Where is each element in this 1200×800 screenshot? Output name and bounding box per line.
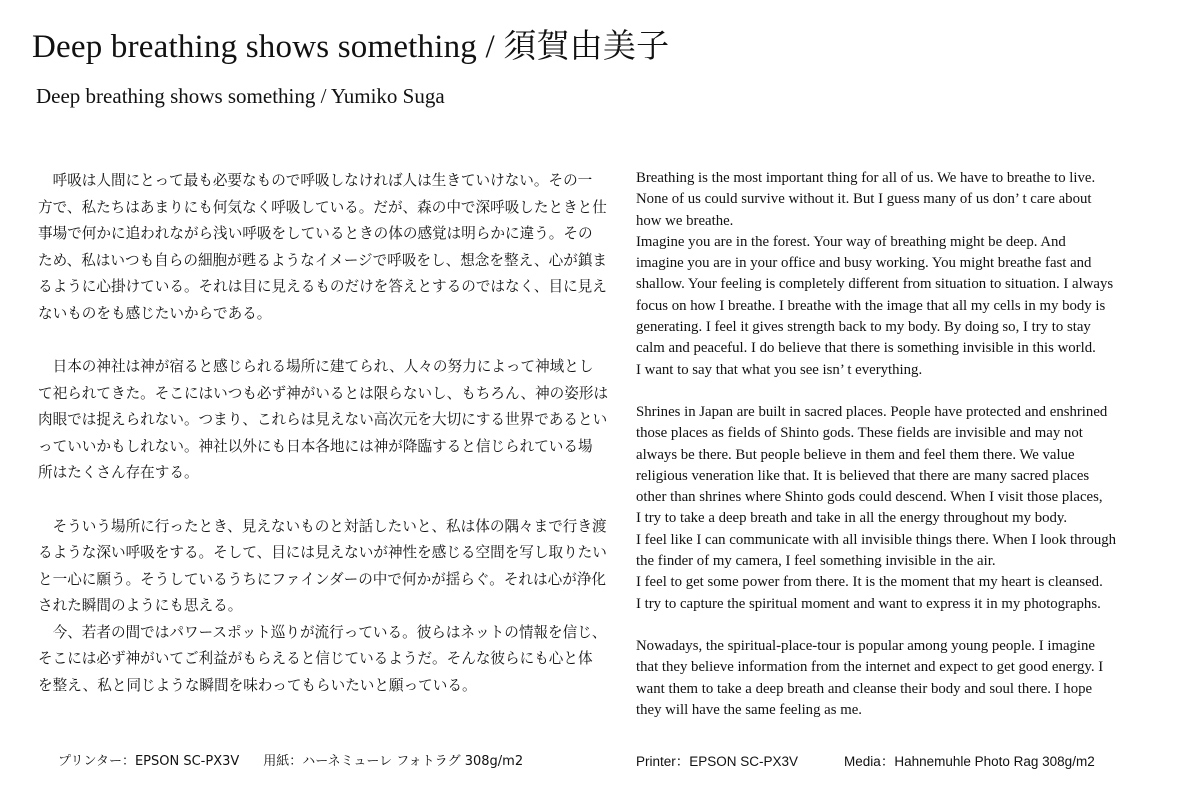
en-line: imagine you are in your office and busy working. You might breathe fast and — [636, 255, 1092, 272]
en-line: focus on how I breathe. I breathe with the image that all my cells in my body is — [636, 297, 1106, 314]
jp-line: ため、私はいつも自らの細胞が甦るようなイメージで呼吸をし、想念を整え、心が鎮ま — [38, 251, 608, 269]
paragraph-gap — [636, 381, 1176, 402]
jp-paragraph-2 — [38, 354, 609, 487]
jp-line: 方で、私たちはあまりにも何気なく呼吸している。だが、森の中で深呼吸したときと仕 — [38, 198, 607, 216]
jp-line: て祀られてきた。そこにはいつも必ず神がいるとは限らないし、もちろん、神の姿形は — [38, 384, 609, 402]
jp-paper-label: 用紙：ハーネミューレ フォトラグ 308g/m2 — [263, 754, 524, 769]
en-line: Nowadays, the spiritual-place-tour is popular among young people. I imagine — [636, 637, 1095, 654]
footer-japanese — [58, 750, 523, 769]
en-line: Shrines in Japan are built in sacred places. People have protected and enshrined — [636, 403, 1108, 420]
jp-line: された瞬間のようにも思える。 — [38, 597, 243, 614]
paragraph-gap — [636, 615, 1176, 636]
jp-line: そこには必ず神がいてご利益がもらえると信じているようだ。そんな彼らにも心と体 — [38, 650, 593, 667]
jp-line: ないものをも感じたいからである。 — [38, 304, 272, 322]
en-line: I want to say that what you see isn’ t everything. — [636, 361, 923, 378]
jp-printer-label: プリンター：EPSON SC-PX3V — [58, 754, 240, 769]
en-paragraph-1 — [636, 168, 1176, 381]
en-line: I feel to get some power from there. It is the moment that my heart is cleansed. — [636, 574, 1103, 591]
en-line: I try to take a deep breath and take in all the energy throughout my body. — [636, 510, 1068, 527]
en-line: religious veneration like that. It is believed that there are many sacred places — [636, 467, 1090, 484]
jp-line: 呼吸は人間にとって最も必要なもので呼吸しなければ人は生きていけない。その一 — [38, 172, 593, 189]
page-subtitle: Deep breathing shows something / Yumiko Suga — [36, 84, 445, 108]
jp-paragraph-4 — [38, 620, 607, 700]
jp-line: 今、若者の間ではパワースポット巡りが流行っている。彼らはネットの情報を信じ、 — [38, 623, 607, 641]
en-line: shallow. Your feeling is completely different from situation to situation. I always — [636, 276, 1114, 293]
en-line: generating. I feel it gives strength back to my body. By doing so, I try to stay — [636, 319, 1091, 336]
en-line: Breathing is the most important thing for all of us. We have to breathe to live. — [636, 170, 1096, 186]
en-line: I try to capture the spiritual moment and want to express it in my photographs. — [636, 595, 1101, 612]
page-title: Deep breathing shows something / 須賀由美子 — [32, 29, 670, 65]
jp-line: るように心掛けている。それは目に見えるものだけを答えとするのではなく、目に見え — [38, 278, 607, 295]
en-line: other than shrines where Shinto gods could descend. When I visit those places, — [636, 489, 1103, 506]
en-line: Imagine you are in the forest. Your way of breathing might be deep. And — [636, 233, 1066, 250]
en-line: calm and peaceful. I do believe that there is something invisible in this world. — [636, 340, 1096, 357]
en-line: those places as fields of Shinto gods. These fields are invisible and may not — [636, 425, 1083, 442]
jp-line: っていいかもしれない。神社以外にも日本各地には神が降臨すると信じられている場 — [38, 437, 593, 455]
jp-line: そういう場所に行ったとき、見えないものと対話したいと、私は体の隅々まで行き渡 — [38, 517, 607, 535]
en-paragraph-3 — [636, 636, 1176, 721]
en-line: want them to take a deep breath and cleanse their body and soul there. I hope — [636, 680, 1093, 697]
jp-line: 所はたくさん存在する。 — [38, 464, 199, 481]
en-line: the finder of my camera, I feel something invisible in the air. — [636, 553, 996, 570]
paragraph-gap — [38, 487, 578, 514]
jp-line: を整え、私と同じような瞬間を味わってもらいたいと願っている。 — [38, 676, 477, 694]
jp-line: と一心に願う。そうしているうちにファインダーの中で何かが揺らぐ。それは心が浄化 — [38, 570, 606, 588]
japanese-text-column — [38, 168, 609, 699]
jp-line: るような深い呼吸をする。そして、目には見えないが神性を感じる空間を写し取りたい — [38, 544, 607, 561]
jp-line: 事場で何かに追われながら浅い呼吸をしているときの体の感覚は明らかに違う。その — [38, 225, 593, 242]
en-line: they will have the same feeling as me. — [636, 701, 862, 718]
jp-line: 肉眼では捉えられない。つまり、これらは見えない高次元を大切にする世界であるとい — [38, 411, 608, 428]
en-media-label: Media：Hahnemuhle Photo Rag 308g/m2 — [844, 754, 1095, 769]
en-paragraph-2 — [636, 402, 1176, 615]
en-printer-label: Printer：EPSON SC-PX3V — [636, 754, 799, 769]
english-text-column — [636, 168, 1176, 721]
en-line: always be there. But people believe in them and feel them there. We value — [636, 446, 1075, 463]
paragraph-gap — [38, 327, 578, 354]
en-line: None of us could survive without it. But I guess many of us don’ t care about — [636, 191, 1092, 208]
en-line: I feel like I can communicate with all invisible things there. When I look through — [636, 531, 1117, 548]
jp-line: 日本の神社は神が宿ると感じられる場所に建てられ、人々の努力によって神域とし — [38, 358, 594, 375]
jp-paragraph-1 — [38, 168, 608, 327]
en-line: how we breathe. — [636, 212, 734, 229]
jp-paragraph-3 — [38, 514, 607, 620]
footer-english — [636, 750, 1095, 770]
en-line: that they believe information from the internet and expect to get good energy. I — [636, 659, 1104, 676]
